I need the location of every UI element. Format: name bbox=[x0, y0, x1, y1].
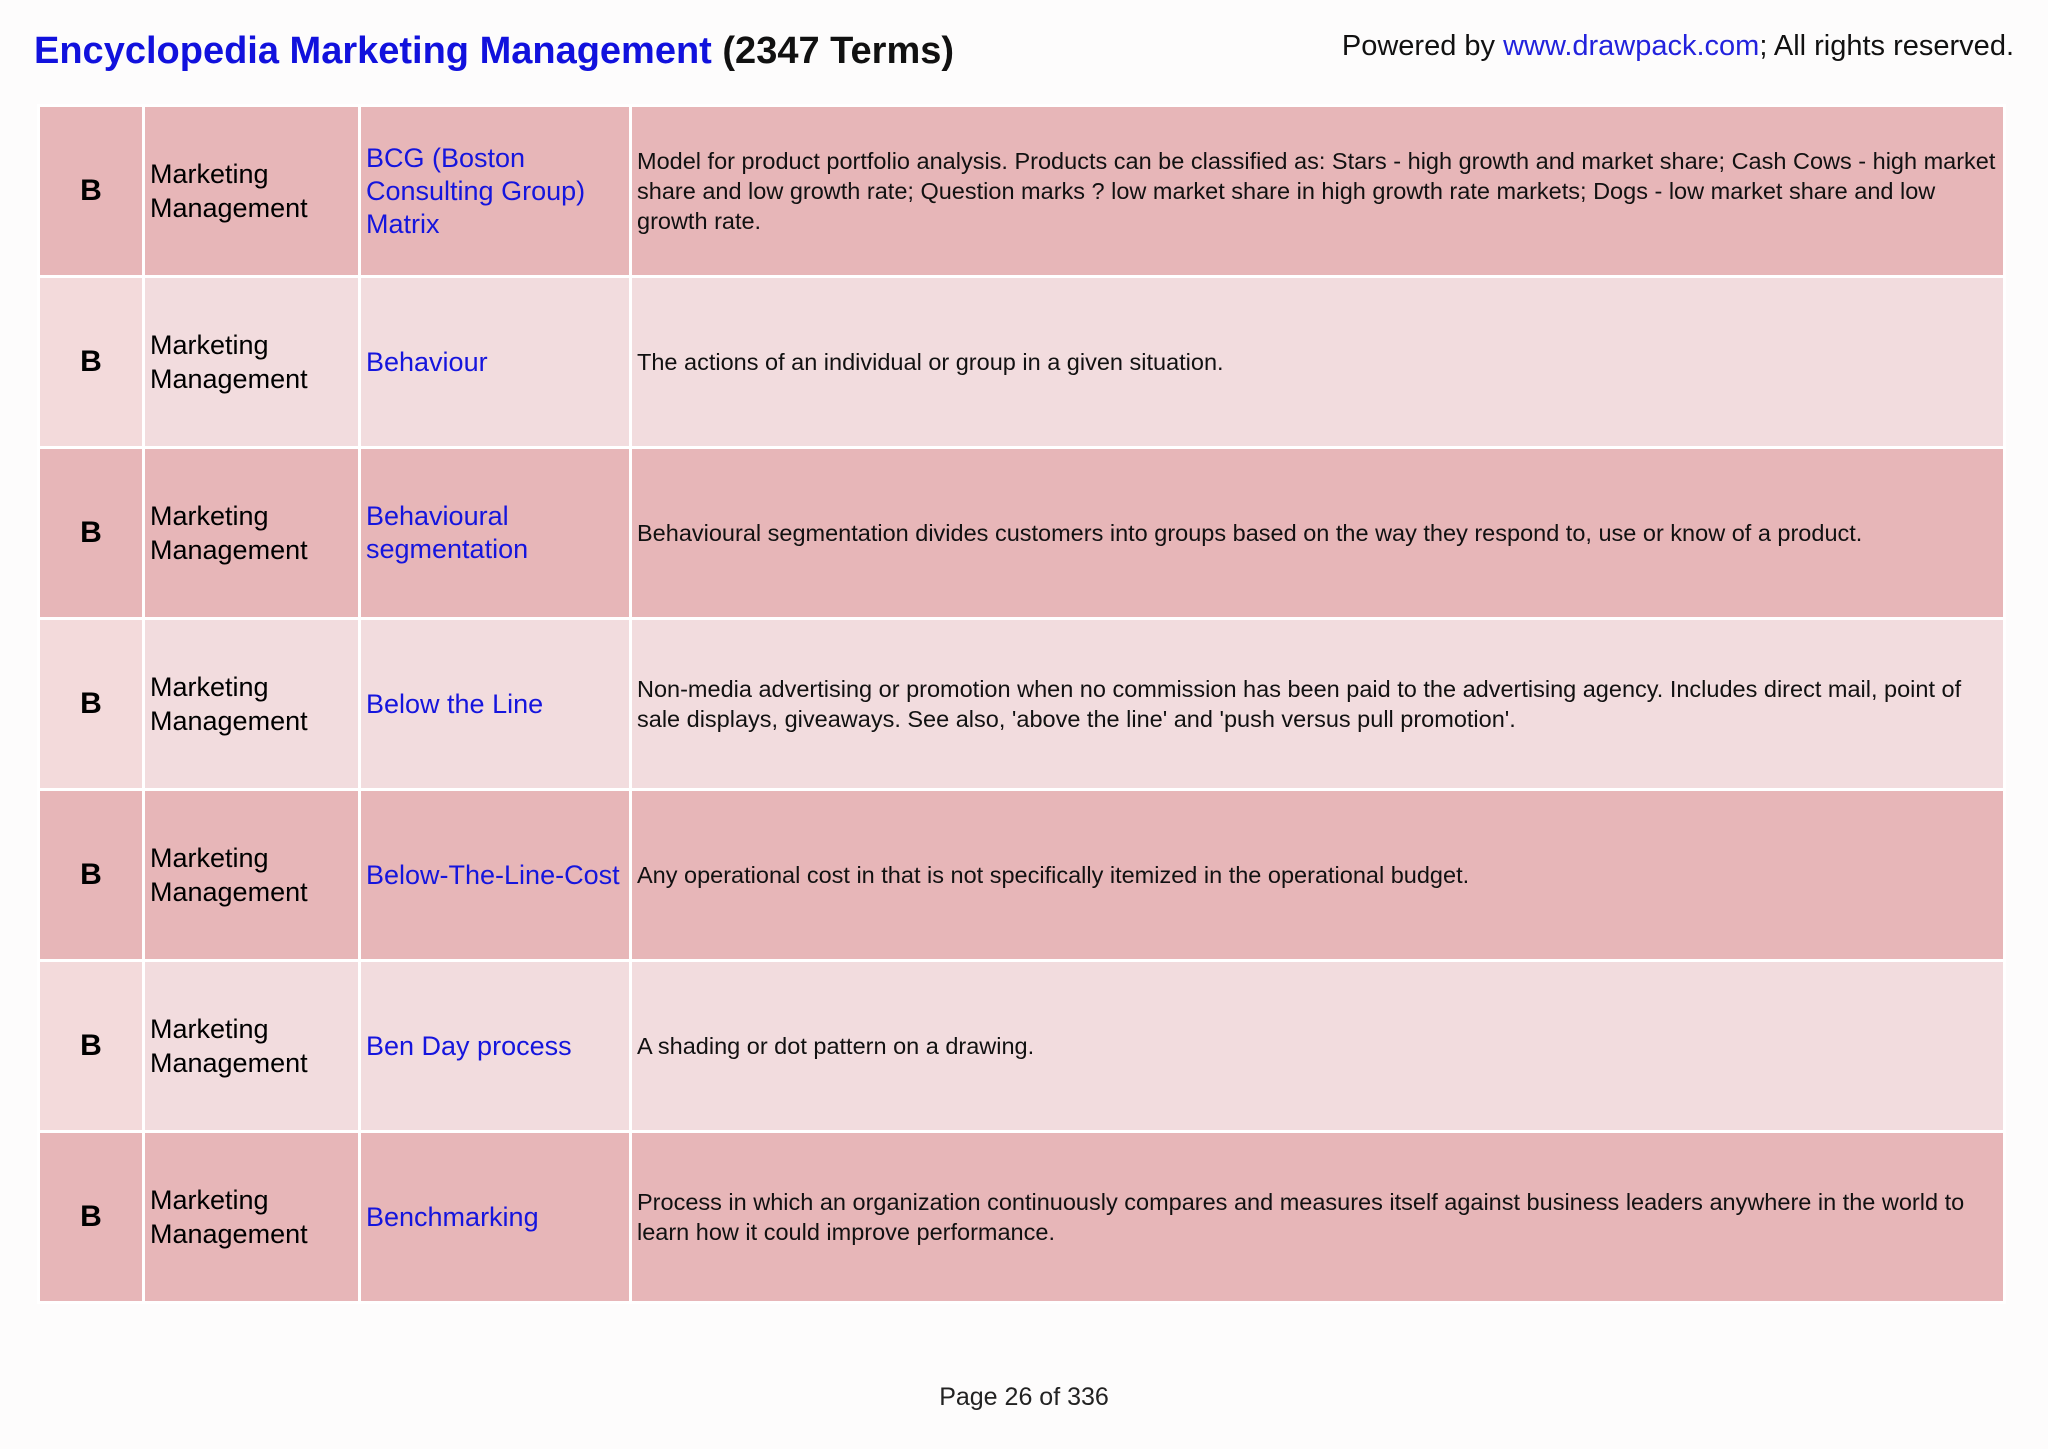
term-link[interactable]: Below the Line bbox=[366, 688, 544, 719]
drawpack-link[interactable]: www.drawpack.com bbox=[1503, 30, 1760, 62]
document-title bbox=[34, 30, 954, 73]
table-row bbox=[39, 106, 2005, 277]
definition-cell: Behavioural segmentation divides customers into groups based on the way they respond to, use or know of a product. bbox=[631, 448, 2005, 619]
table-row bbox=[39, 277, 2005, 448]
term-link[interactable]: Below-The-Line-Cost bbox=[366, 859, 620, 890]
letter-cell: B bbox=[39, 448, 144, 619]
table-row bbox=[39, 961, 2005, 1132]
definition-cell: Process in which an organization continuously compares and measures itself against business leaders anywhere in the world to learn how it could improve performance. bbox=[631, 1132, 2005, 1303]
letter-cell: B bbox=[39, 961, 144, 1132]
term-cell bbox=[360, 106, 631, 277]
definition-cell: Model for product portfolio analysis. Products can be classified as: Stars - high growth and market share; Cash Cows - high market share and low growth rate; Question marks ? low market share in high growth rate markets; Dogs - low market share and low growth rate. bbox=[631, 106, 2005, 277]
terms-table bbox=[37, 104, 2006, 1304]
powered-by bbox=[1342, 30, 2014, 63]
definition-cell: Non-media advertising or promotion when no commission has been paid to the advertising agency. Includes direct mail, point of sale displays, giveaways. See also, 'above the line' and 'push versus pull promotion'. bbox=[631, 619, 2005, 790]
letter-cell: B bbox=[39, 619, 144, 790]
powered-suffix: ; All rights reserved. bbox=[1759, 30, 2014, 62]
category-cell: Marketing Management bbox=[144, 961, 360, 1132]
table-row bbox=[39, 1132, 2005, 1303]
letter-cell: B bbox=[39, 277, 144, 448]
term-cell bbox=[360, 277, 631, 448]
letter-cell: B bbox=[39, 106, 144, 277]
term-link[interactable]: Benchmarking bbox=[366, 1201, 539, 1232]
definition-cell: A shading or dot pattern on a drawing. bbox=[631, 961, 2005, 1132]
term-cell bbox=[360, 448, 631, 619]
definition-cell: The actions of an individual or group in a given situation. bbox=[631, 277, 2005, 448]
page-number: Page 26 of 336 bbox=[939, 1383, 1109, 1411]
table-row bbox=[39, 619, 2005, 790]
category-cell: Marketing Management bbox=[144, 448, 360, 619]
title-brand: Encyclopedia Marketing Management bbox=[34, 30, 712, 72]
table-row bbox=[39, 790, 2005, 961]
category-cell: Marketing Management bbox=[144, 106, 360, 277]
category-cell: Marketing Management bbox=[144, 619, 360, 790]
term-count: (2347 Terms) bbox=[722, 30, 955, 72]
letter-cell: B bbox=[39, 1132, 144, 1303]
term-cell bbox=[360, 961, 631, 1132]
category-cell: Marketing Management bbox=[144, 790, 360, 961]
term-link[interactable]: Behaviour bbox=[366, 346, 488, 377]
table-row bbox=[39, 448, 2005, 619]
term-cell bbox=[360, 1132, 631, 1303]
category-cell: Marketing Management bbox=[144, 277, 360, 448]
letter-cell: B bbox=[39, 790, 144, 961]
term-link[interactable]: BCG (Boston Consulting Group) Matrix bbox=[366, 142, 586, 239]
powered-prefix: Powered by bbox=[1341, 30, 1504, 62]
term-link[interactable]: Behavioural segmentation bbox=[366, 501, 529, 564]
term-link[interactable]: Ben Day process bbox=[366, 1030, 572, 1061]
category-cell: Marketing Management bbox=[144, 1132, 360, 1303]
term-cell bbox=[360, 790, 631, 961]
definition-cell: Any operational cost in that is not specifically itemized in the operational budget. bbox=[631, 790, 2005, 961]
term-cell bbox=[360, 619, 631, 790]
